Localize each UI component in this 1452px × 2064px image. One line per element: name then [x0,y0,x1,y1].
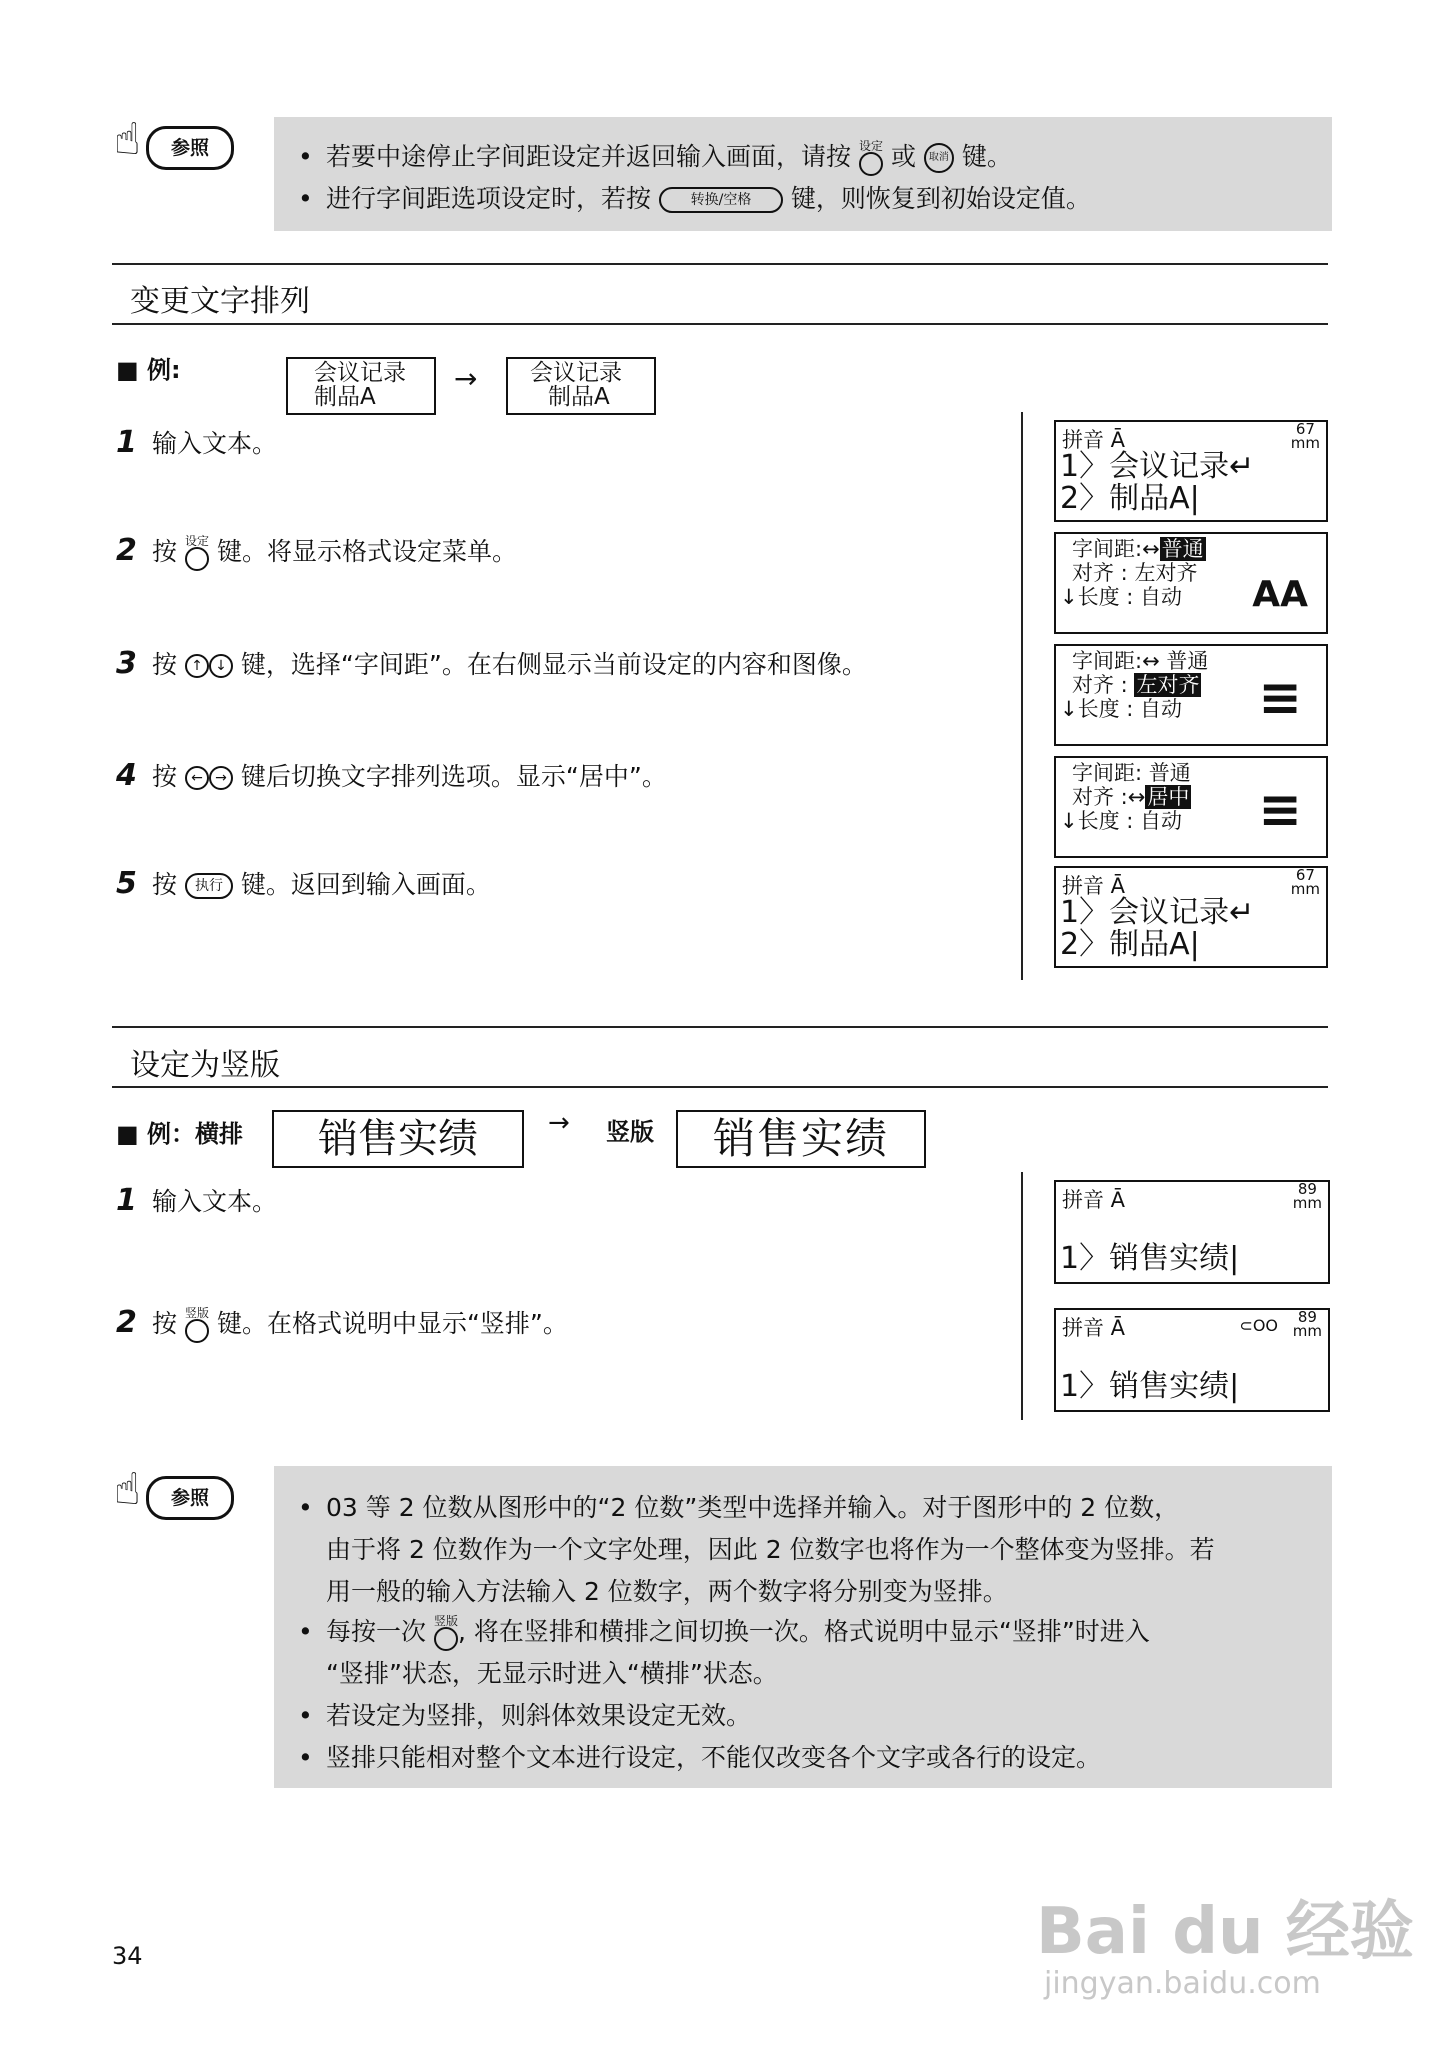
lcd-screen-6 [1054,1180,1330,1284]
lcd-line1: 1〉销售实绩| [1060,1369,1240,1404]
watermark-url: jingyan.baidu.com [1044,1966,1321,2001]
example-before-line2: 制品A [314,384,376,410]
lcd-line1: 1〉会议记录↵ [1060,895,1255,930]
reference-icon [112,108,232,178]
note-box-1 [274,117,1332,231]
note2-line4: • 每按一次 竖版 , 将在竖排和横排之间切换一次。格式说明中显示“竖排”时进入 [298,1612,1150,1651]
step-3: 3 按 ↑ ↓ 键，选择“字间距”。在右侧显示当前设定的内容和图像。 [116,646,867,681]
section2-title: 设定为竖版 [130,1048,280,1083]
right-key-icon: → [209,766,233,790]
lcd-screen-5 [1054,866,1328,968]
lcd-menu-row1: 字间距: 普通 [1072,761,1191,785]
convert-space-key-icon: 转换/空格 [659,187,783,213]
lcd-line2: 2〉制品A| [1060,481,1200,516]
step-1: 1 输入文本。 [116,425,278,460]
lcd-menu-row1: 字间距:↔ 普通 [1072,649,1209,673]
example-arrow: → [548,1108,570,1138]
lcd-screen-2 [1054,532,1328,634]
example-arrow: → [454,362,478,395]
step-5: 5 按 执行 键。返回到输入画面。 [116,866,491,901]
cancel-key-icon: 取消 [924,143,954,173]
lcd-screen-4 [1054,756,1328,858]
lcd-length: 67 mm [1290,420,1320,452]
note2-line6: • 若设定为竖排，则斜体效果设定无效。 [298,1701,752,1730]
section1-divider [1021,412,1023,980]
section1-title: 变更文字排列 [130,284,310,319]
vertical-label: 竖版 [606,1118,654,1146]
example-before-frame [286,357,436,415]
vertical-example-frame: 销售实绩 [676,1110,926,1168]
note-box-2 [274,1466,1332,1788]
lcd-length: 89 mm [1292,1308,1322,1340]
horizontal-example-frame: 销售实绩 [272,1110,524,1168]
example-label: ■ 例: [116,356,181,384]
step-4: 4 按 ← → 键后切换文字排列选项。显示“居中”。 [116,758,667,793]
lcd-menu-row3: ↓长度 : 自动 [1060,809,1183,833]
vertical-indicator-icon: ⊂OO [1239,1316,1278,1335]
hand-icon: ☝ [114,1464,141,1515]
lcd-menu-row3: ↓长度 : 自动 [1060,585,1183,609]
note2-line5: “竖排”状态，无显示时进入“横排”状态。 [326,1659,778,1688]
section2-bottom-rule [112,1086,1328,1088]
lcd-line2: 2〉制品A| [1060,927,1200,962]
lcd-menu-row1: 字间距:↔普通 [1072,537,1204,561]
up-key-icon: ↑ [185,654,209,678]
lcd-length: 67 mm [1290,866,1320,898]
step-2: 2 按 竖版 键。在格式说明中显示“竖排”。 [116,1304,568,1343]
lcd-header: 拼音 Ā [1062,428,1126,452]
step-2: 2 按 设定 键。将显示格式设定菜单。 [116,532,517,571]
lcd-screen-1 [1054,420,1328,522]
section1-top-rule [112,263,1328,265]
vertical-key-icon: 竖版 [185,1307,209,1343]
down-key-icon: ↓ [209,654,233,678]
lcd-menu-row2: 对齐 :↔居中 [1072,785,1190,809]
note1-line1: • 若要中途停止字间距设定并返回输入画面，请按 设定 或 取消 键。 [298,137,1012,176]
section2-divider [1021,1172,1023,1420]
lcd-menu-row3: ↓长度 : 自动 [1060,697,1183,721]
example-before-line1: 会议记录 [314,360,406,386]
lcd-header: 拼音 Ā [1062,1316,1126,1340]
lcd-screen-3 [1054,644,1328,746]
note2-line2: 由于将 2 位数作为一个文字处理，因此 2 位数字也将作为一个整体变为竖排。若 [326,1535,1215,1564]
example-after-line2: 制品A [548,384,610,410]
example-label: ■ 例：横排 [116,1120,244,1148]
step-1: 1 输入文本。 [116,1183,278,1218]
set-key-icon: 设定 [859,140,883,176]
lcd-line1: 1〉会议记录↵ [1060,449,1255,484]
lcd-length: 89 mm [1292,1180,1322,1212]
note1-line2: • 进行字间距选项设定时，若按 转换/空格 键，则恢复到初始设定值。 [298,184,1091,213]
lcd-header: 拼音 Ā [1062,874,1126,898]
watermark-logo: Bai du 经验 [1036,1895,1414,1969]
left-key-icon: ← [185,766,209,790]
lcd-header: 拼音 Ā [1062,1188,1126,1212]
reference-icon [112,1458,232,1528]
set-key-icon: 设定 [185,535,209,571]
spacing-preview-icon: AA [1252,574,1308,615]
section1-bottom-rule [112,323,1328,325]
lcd-menu-row2: 对齐 : 左对齐 [1072,561,1198,585]
lcd-line1: 1〉销售实绩| [1060,1241,1240,1276]
reference-badge: 参照 [146,126,234,170]
execute-key-icon: 执行 [185,873,233,899]
example-after-line1: 会议记录 [530,360,622,386]
hand-icon: ☝ [114,114,141,165]
page-number: 34 [112,1942,143,1970]
align-center-preview-icon: ≡ [1258,780,1302,840]
note2-line3: 用一般的输入方法输入 2 位数字，两个数字将分别变为竖排。 [326,1577,1008,1606]
lcd-menu-row2: 对齐 : 左对齐 [1072,673,1200,697]
note2-line7: • 竖排只能相对整个文本进行设定，不能仅改变各个文字或各行的设定。 [298,1743,1102,1772]
reference-badge: 参照 [146,1476,234,1520]
align-left-preview-icon: ≡ [1258,668,1302,728]
note2-line1: • 03 等 2 位数从图形中的“2 位数”类型中选择并输入。对于图形中的 2 位数， [298,1493,1180,1522]
example-after-frame [506,357,656,415]
lcd-screen-7 [1054,1308,1330,1412]
vertical-key-icon: 竖版 [434,1615,458,1651]
section2-top-rule [112,1026,1328,1028]
